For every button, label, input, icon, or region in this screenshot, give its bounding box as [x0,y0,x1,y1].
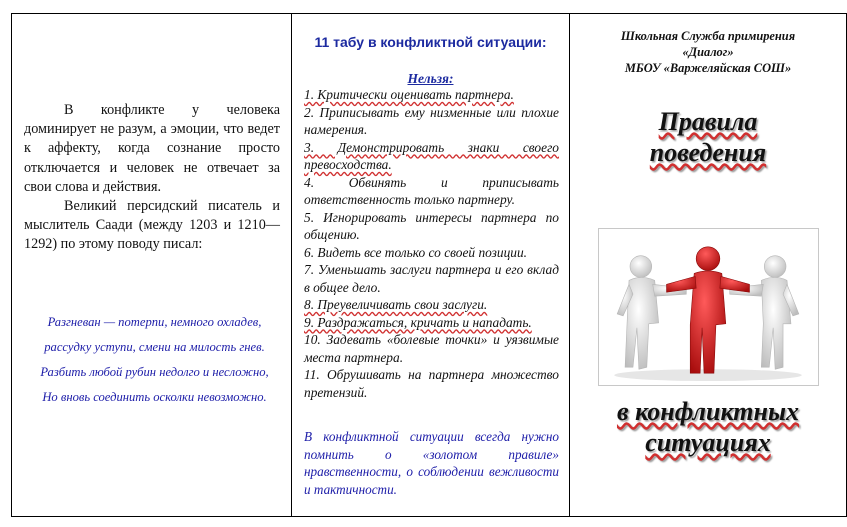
list-item: 1. Критически оценивать партнера. [304,87,514,102]
list-item: 2. Приписывать ему низменные или плохие намерения. [304,104,559,137]
list-item: 4. Обвинять и приписывать ответственность только партнеру. [304,174,559,207]
list-item: 10. Задевать «болевые точки» и уязвимые места партнера. [304,332,559,365]
poem-line: Разбить любой рубин недолго и несложно, [40,365,269,379]
list-item: 7. Уменьшать заслуги партнера и его вклад в общее дело. [304,262,559,295]
paragraph-emotions: В конфликте у человека доминирует не разум, а эмоции, что ведет к аффекту, когда сознание просто отключается и человек не отвечает за свои слова и действия. [24,102,280,195]
org-line: «Диалог» [682,45,734,59]
organization-header [570,28,846,76]
taboo-title: 11 табу в конфликтной ситуации: [314,34,547,50]
middle-panel [292,14,570,516]
poem-line: рассудку уступи, смени на милость гнев. [44,340,265,354]
mediator-illustration [598,228,819,386]
heading-line: Правила [658,107,758,136]
heading-line: поведения [649,138,767,167]
poem-line: Разгневан — потерпи, немного охладев, [47,315,262,329]
list-item: 9. Раздражаться, кричать и нападать. [304,314,532,330]
golden-rule-note: В конфликтной ситуации всегда нужно помнить о «золотом правиле» нравственности, о соблюдении вежливости и тактичности. [304,429,559,497]
list-item: 8. Преувеличивать свои заслуги. [304,297,488,312]
forbidden-subtitle: Нельзя: [407,71,454,86]
paragraph-saadi: Великий персидский писатель и мыслитель Саади (между 1203 и 1210—1292) по этому поводу писал: [24,198,280,253]
left-panel [12,14,292,516]
list-item: 11. Обрушивать на партнера множество претензий. [304,367,559,400]
saadi-poem [26,310,283,410]
list-item: 6. Видеть все только со своей позиции. [304,244,528,260]
taboo-list [304,86,559,401]
heading-line: в конфликтных [616,397,800,426]
list-item: 3. Демонстрировать знаки своего превосходства. [304,139,559,172]
org-line: МБОУ «Варжеляйская СОШ» [624,61,792,75]
org-line: Школьная Служба примирения [620,29,796,43]
intro-text [24,101,280,255]
right-panel [570,14,846,516]
heading-conflicts [570,396,846,458]
mediator-figures-icon [599,229,818,385]
heading-rules [570,106,846,168]
brochure-sheet [11,13,847,517]
list-item: 5. Игнорировать интересы партнера по общению. [304,209,559,242]
heading-line: ситуациях [645,428,771,457]
poem-line: Но вновь соединить осколки невозможно. [42,390,267,404]
